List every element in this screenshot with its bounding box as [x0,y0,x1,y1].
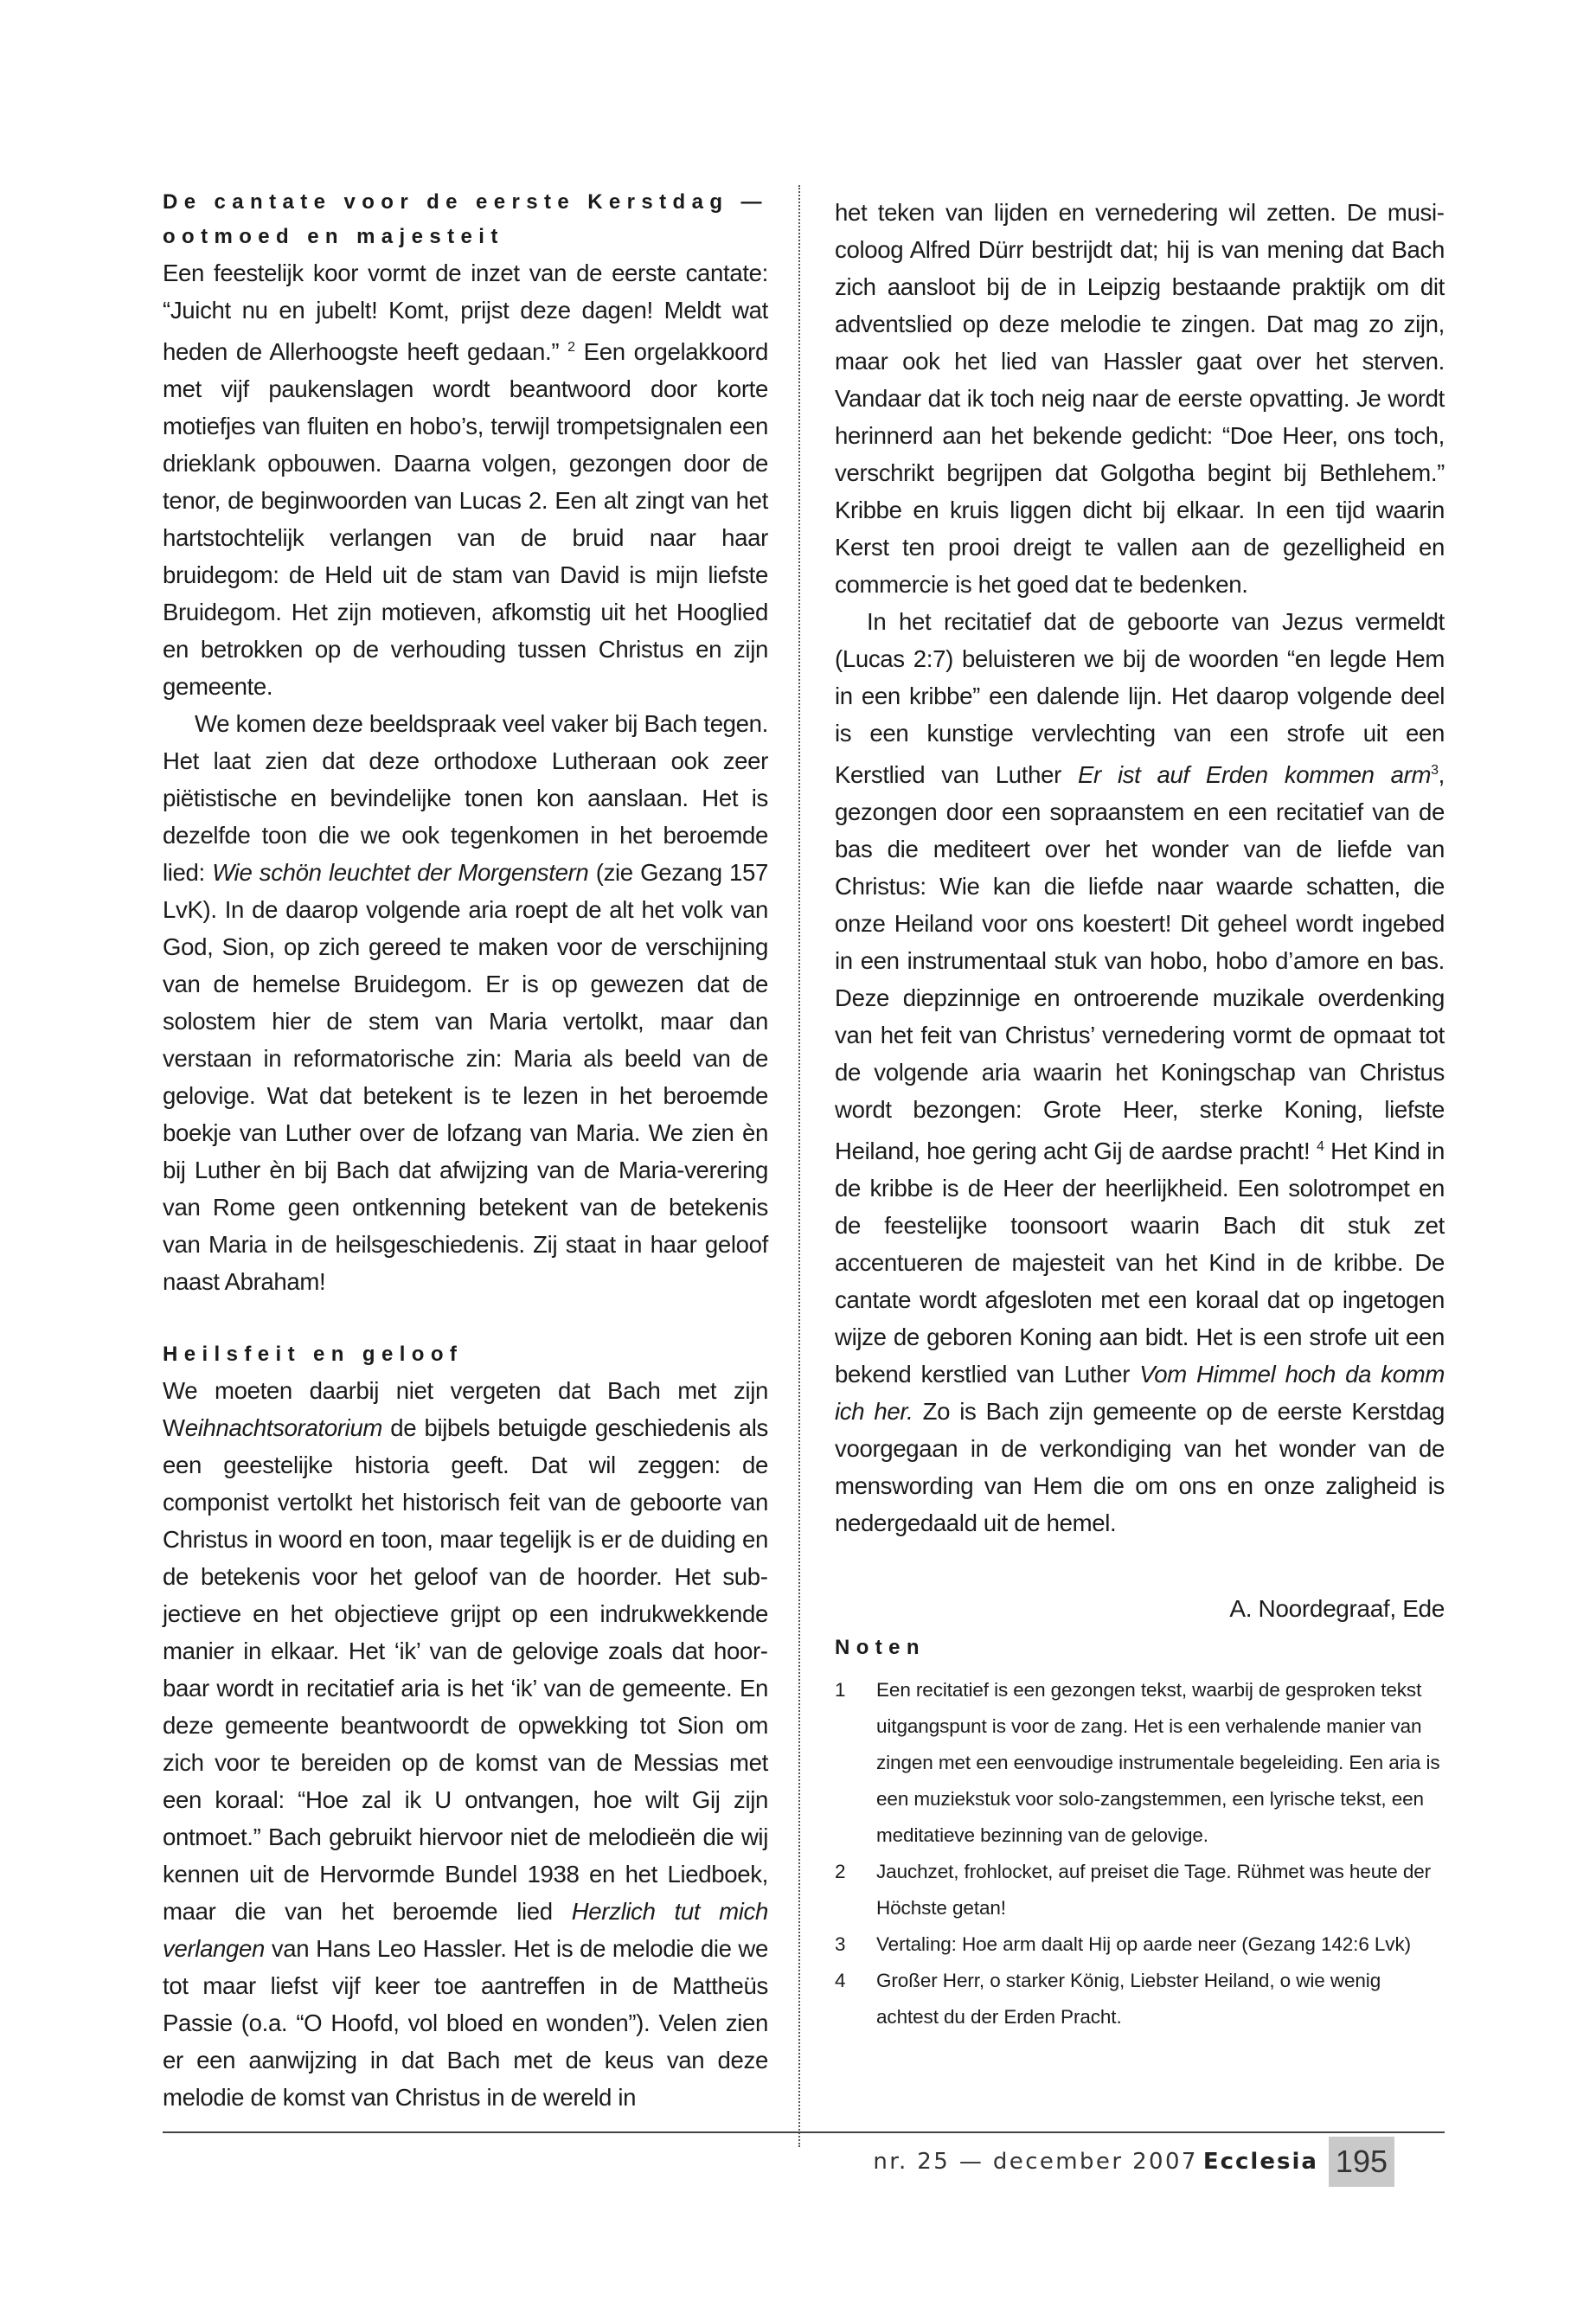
text: , gezongen door een sopraanstem en een recitatief van de bas die mediteert over het wonder van de liefde van Christus: Wie kan die liefde naar waarde schatten, die onze Heiland voor ons koestert! Dit geheel wordt ingebed in een instrumentaal stuk van hobo, hobo d’amore en bas. Deze diepzinnige en ontroerende muzikale overdenking van het feit van Christus’ vernedering vormt de opmaat tot de volgende aria waarin het Koningschap van Christus wordt bezongen: Grote Heer, sterke Koning, liefste Heiland, hoe gering acht Gij de aardse pracht! [835,761,1445,1165]
footnote-ref: 4 [1316,1139,1324,1155]
note-number: 2 [835,1861,846,1883]
notes-heading: Noten [835,1636,926,1660]
paragraph [835,603,1445,1541]
left-column [163,185,768,2116]
note-item [835,1672,1445,1854]
magazine-name: Ecclesia [1202,2149,1318,2175]
note-number: 4 [835,1970,846,1992]
italic-title: Wie schön leuchtet der Morgenstern [212,859,589,887]
footnote-ref: 2 [567,340,575,355]
text: Een orgelakkoord met vijf paukenslagen wordt beantwoord door korte motiefjes van fluiten en hobo’s, terwijl trompetsignalen een drieklank opbouwen. Daarna volgen, gezongen door de tenor, de beginwoorden van Lucas 2. Een alt zingt van het hartstochtelijk verlangen van de bruid naar haar bruidegom: de Held uit de stam van David is mijn liefste Bruidegom. Het zijn motieven, afkomstig uit het Hooglied en betrokken op de verhouding tussen Christus en zijn gemeente. [163,338,768,701]
paragraph [163,1372,768,2116]
section-heading-cantate [163,185,768,254]
note-item [835,1963,1445,2035]
footnote-ref: 3 [1431,763,1439,778]
heading-line: De cantate voor de eerste Kerstdag — [163,190,768,214]
note-text: Vertaling: Hoe arm daalt Hij op aarde neer (Gezang 142:6 Lvk) [876,1933,1412,1956]
note-text: Jauchzet, frohlocket, auf preiset die Tage. Rühmet was heute der Höchste getan! [876,1861,1432,1920]
footer-rule [163,2131,1445,2133]
paragraph: het teken van lijden en vernedering wil zetten. De musicoloog Alfred Dürr bestrijdt dat; hij is van mening dat Bach zich aansloot bij de in Leipzig bestaande praktijk om dit adventslied op deze melodie te zingen. Dat mag zo zijn, maar ook het lied van Hassler gaat over het sterven. Vandaar dat ik toch neig naar de eerste opvatting. Je wordt herinnerd aan het bekende gedicht: “Doe Heer, ons toch, verschrikt begrijpen dat Golgotha begint bij Bethlehem.” Kribbe en kruis liggen dicht bij elkaar. In een tijd waarin Kerst ten prooi dreigt te vallen aan de gezelligheid en commercie is het goed dat te bedenken. [835,199,1445,598]
note-item [835,1854,1445,1926]
italic-title: eihnachtsoratorium [184,1414,383,1442]
column-divider [798,185,800,2147]
paragraph [163,254,768,705]
section-heading-heilsfeit: Heilsfeit en geloof [163,1343,464,1367]
note-number: 3 [835,1933,846,1956]
italic-title: Er ist auf Erden kommen arm [1077,761,1432,789]
text: We komen deze beeldspraak veel vaker bij Bach tegen. Het laat zien dat deze orthodoxe Lutheraan ook zeer piëtistische en bevindelijke tonen kon aanslaan. Het is dezelfde toon die we ook tegenkomen in het beroemde lied: [163,710,768,887]
notes-list [835,1672,1445,2035]
page-number: 195 [1329,2137,1394,2187]
right-column [835,194,1445,2035]
paragraph [163,705,768,1300]
note-text: Großer Herr, o starker König, Liebster Heiland, o wie wenig achtest du der Erden Pracht. [876,1970,1381,2029]
text: (zie Gezang 157 LvK). In de daarop volgende aria roept de alt het volk van God, Sion, op zich gereed te maken voor de verschijning van de hemelse Bruidegom. Er is op gewezen dat de solostem hier de stem van Maria vertolkt, maar dan verstaan in reformatorische zin: Maria als beeld van de gelovige. Wat dat betekent is te lezen in het beroemde boekje van Luther over de lofzang van Maria. We zien èn bij Luther èn bij Bach dat afwijzing van de Maria-verering van Rome geen ontkenning betekent van de betekenis van Maria in de heilsgeschiedenis. Zij staat in haar geloof naast Abraham! [163,859,769,1296]
italic-title: Herzlich tut mich verlangen [163,1898,768,1963]
note-text: Een recitatief is een gezongen tekst, waarbij de gesproken tekst uitgangspunt is voor de zang. Het is een verhalende manier van zingen met een eenvoudige instrumentale begeleiding. Een aria is een muziekstuk voor solo-zangstemmen, een lyrische tekst, een meditatieve bezinning van de gelovige. [876,1679,1440,1847]
text: In het recitatief dat de geboorte van Jezus vermeldt (Lucas 2:7) beluisteren we bij de woorden “en legde Hem in een kribbe” een dalende lijn. Het daarop volgende deel is een kunstige vervlechting van een strofe uit een Kerstlied van Luther [835,608,1445,789]
text: van Hans Leo Hassler. Het is de melodie die we tot maar liefst vijf keer toe aantreffen in de Mattheüs Passie (o.a. “O Hoofd, vol bloed en wonden”). Velen zien er een aanwijzing in dat Bach met de keus van deze melodie de komst van Christus in de wereld in [163,1935,768,2112]
text: Zo is Bach zijn gemeente op de eerste Kerstdag voorgegaan in de verkondiging van het wonder van de menswording van Hem die om ons en onze zaligheid is nedergedaald uit de hemel. [835,1398,1445,1537]
note-number: 1 [835,1679,846,1702]
italic-title: Vom Himmel hoch da komm ich her. [835,1361,1445,1426]
issue-info: nr. 25 — december 2007 [873,2149,1198,2175]
text: Het Kind in de kribbe is de Heer der heerlijkheid. Een solotrompet en de feestelijke toonsoort waarin Bach dit stuk zet accentueren de majesteit van het Kind in de kribbe. De cantate wordt afgesloten met een koraal dat op ingetogen wijze de geboren Koning aan bidt. Het is een strofe uit een bekend kerstlied van Luther [835,1138,1445,1388]
note-item [835,1926,1445,1963]
heading-line: ootmoed en majesteit [163,225,504,248]
text: Een feestelijk koor vormt de inzet van de eerste cantate: “Juicht nu en jubelt! Komt, prijst deze dagen! Meldt wat heden de Allerhoogste heeft gedaan.” [163,260,768,366]
text: We moeten daarbij niet vergeten dat Bach met zijn W [163,1377,768,1442]
text: de bijbels betuigde geschiedenis als een geestelijke historia geeft. Dat wil zeggen: de componist vertolkt het historisch feit van de geboorte van Christus in woord en toon, maar tegelijk is er de duiding en de betekenis voor het geloof van de hoorder. Het subjectieve en het objectieve grijpt op een indrukwekkende manier in elkaar. Het ‘ik’ van de gelovige zoals dat hoorbaar wordt in recitatief aria is het ‘ik’ van de gemeente. En deze gemeente beantwoordt de opwekking tot Sion om zich voor te bereiden op de komst van de Messias met een koraal: “Hoe zal ik U ontvangen, hoe wilt Gij zijn ontmoet.” Bach gebruikt hiervoor niet de melodieën die wij kennen uit de Hervormde Bundel 1938 en het Liedboek, maar die van het beroemde lied [163,1414,768,1926]
author-signature: A. Noordegraaf, Ede [1229,1595,1445,1623]
page-footer [873,2139,1394,2184]
